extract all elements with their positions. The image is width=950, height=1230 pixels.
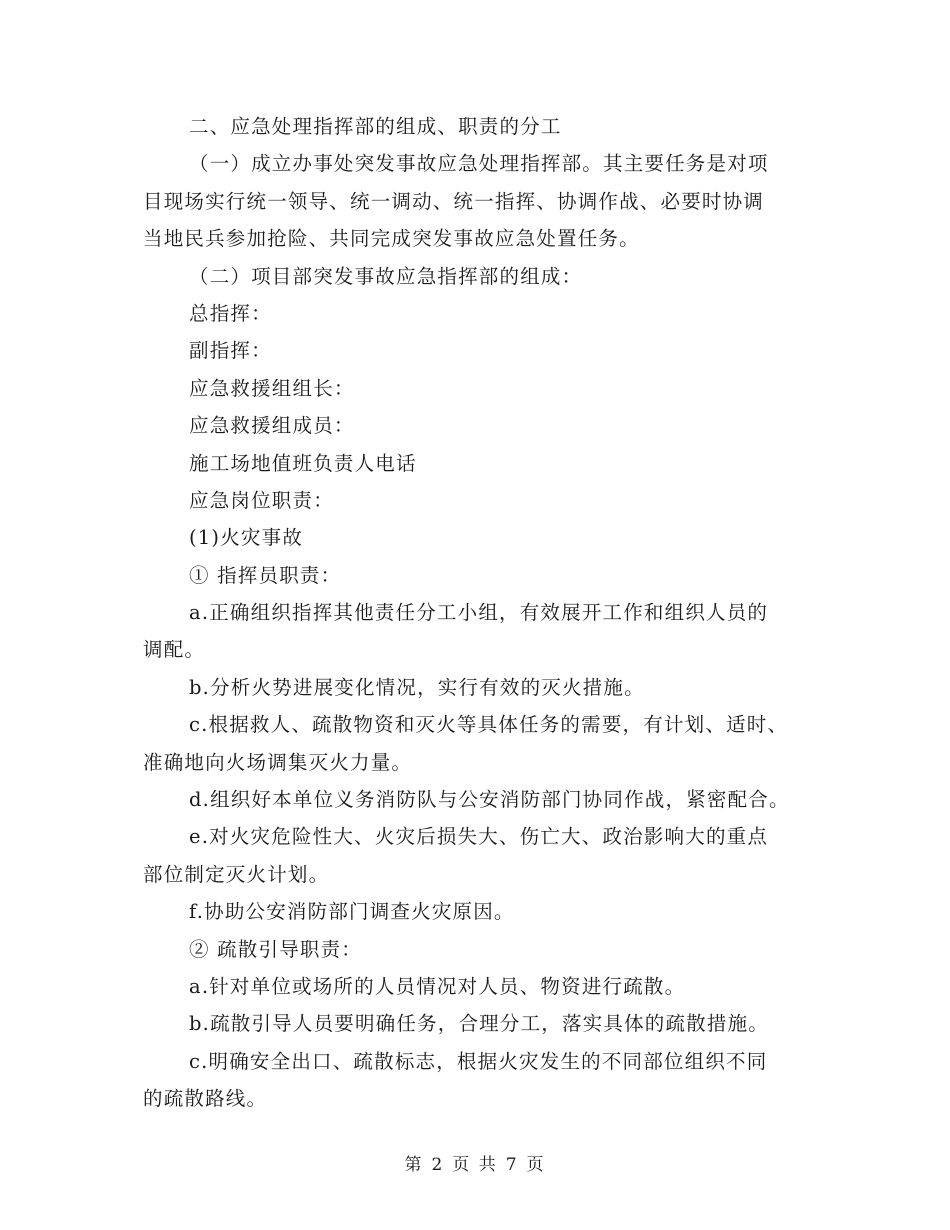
text-line: c.明确安全出口、疏散标志，根据火灾发生的不同部位组织不同 [189, 1049, 768, 1073]
text-line: c.根据救人、疏散物资和灭火等具体任务的需要，有计划、适时、 [189, 713, 789, 737]
text-line: 部位制定灭火计划。 [143, 862, 330, 886]
text-line: 副指挥： [189, 339, 272, 363]
text-line: f.协助公安消防部门调查火灾原因。 [189, 900, 515, 924]
footer-suffix: 页 [526, 1155, 546, 1175]
text-line: d.组织好本单位义务消防队与公安消防部门协同作战，紧密配合。 [189, 788, 790, 812]
text-line: ① 指挥员职责： [189, 563, 342, 587]
current-page-number: 2 [431, 1155, 445, 1175]
text-line: e.对火灾危险性大、火灾后损失大、伤亡大、政治影响大的重点 [189, 825, 769, 849]
text-line: (1)火灾事故 [189, 526, 304, 550]
document-body [143, 108, 813, 1118]
text-line: 准确地向火场调集灭火力量。 [143, 750, 413, 774]
text-line: 应急救援组成员： [189, 414, 355, 438]
text-line: ② 疏散引导职责： [189, 937, 362, 961]
page-footer [0, 1150, 950, 1175]
text-line: b.疏散引导人员要明确任务，合理分工，落实具体的疏散措施。 [189, 1012, 769, 1036]
text-line: 当地民兵参加抢险、共同完成突发事故应急处置任务。 [143, 227, 640, 251]
text-line: （一）成立办事处突发事故应急处理指挥部。其主要任务是对项 [189, 152, 769, 176]
text-line: 的疏散路线。 [143, 1087, 268, 1111]
text-line: 调配。 [143, 638, 206, 662]
text-line: 总指挥： [189, 301, 272, 325]
footer-prefix: 第 [404, 1155, 424, 1175]
total-page-number: 7 [505, 1155, 519, 1175]
text-line: 施工场地值班负责人电话 [189, 451, 417, 475]
text-line: （二）项目部突发事故应急指挥部的组成： [189, 264, 583, 288]
text-line: b.分析火势进展变化情况，实行有效的灭火措施。 [189, 675, 645, 699]
footer-middle: 页 共 [452, 1155, 498, 1175]
text-line: 二、应急处理指挥部的组成、职责的分工 [189, 115, 562, 138]
text-line: a.正确组织指挥其他责任分工小组，有效展开工作和组织人员的 [189, 601, 769, 625]
text-line: 应急岗位职责： [189, 488, 334, 512]
text-line: a.针对单位或场所的人员情况对人员、物资进行疏散。 [189, 974, 686, 998]
text-line: 应急救援组组长： [189, 376, 355, 400]
text-line: 目现场实行统一领导、统一调动、统一指挥、协调作战、必要时协调 [143, 189, 765, 213]
